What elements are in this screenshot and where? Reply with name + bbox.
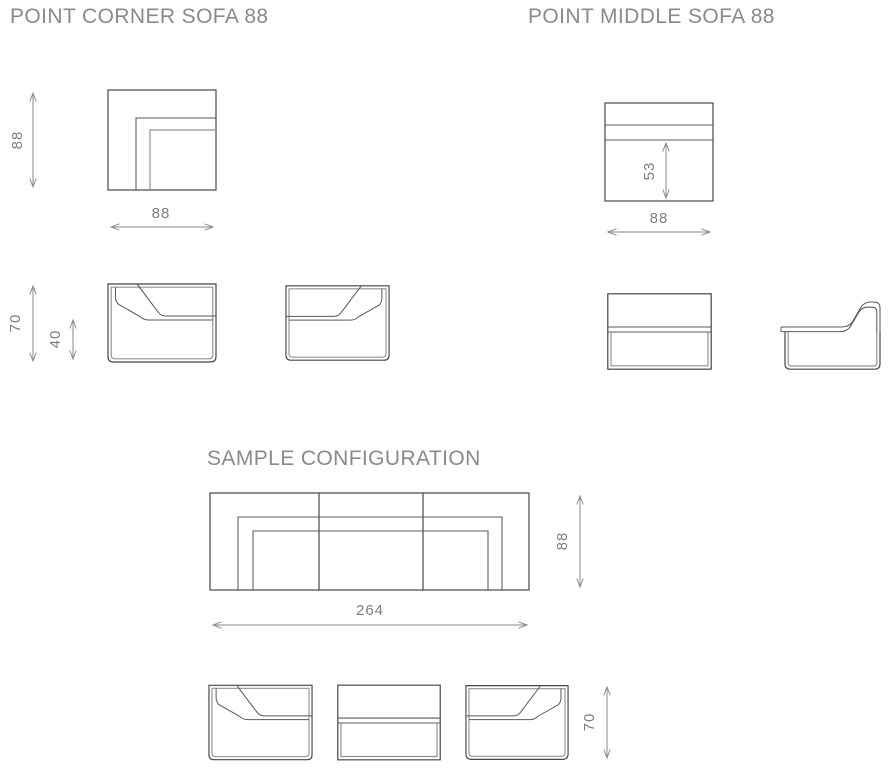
configuration-width-dimension xyxy=(213,602,527,625)
middle-side-view xyxy=(781,302,880,369)
corner-sofa-title: POINT CORNER SOFA 88 xyxy=(10,5,269,28)
corner-top-view xyxy=(0,80,240,250)
middle-top-view-outline xyxy=(605,103,713,201)
dimension-label: 53 xyxy=(641,161,658,181)
corner-depth-dimension xyxy=(9,93,33,187)
corner-seat-height-dimension xyxy=(47,320,73,359)
configuration-side-module-left xyxy=(209,685,312,759)
dimension-label: 88 xyxy=(649,210,669,227)
middle-width-dimension xyxy=(608,210,710,232)
sample-configuration-title: SAMPLE CONFIGURATION xyxy=(207,447,481,470)
dimension-label: 88 xyxy=(151,205,171,222)
corner-side-view-left xyxy=(108,284,216,362)
configuration-depth-dimension xyxy=(554,496,580,587)
middle-sofa-title: POINT MIDDLE SOFA 88 xyxy=(528,5,775,28)
middle-seat-depth-dimension xyxy=(641,143,666,198)
configuration-side-module-right xyxy=(466,686,568,760)
sample-configuration-top-view xyxy=(150,483,750,643)
corner-height-dimension xyxy=(7,286,33,361)
configuration-height-dimension xyxy=(581,687,607,758)
corner-side-view-right xyxy=(286,286,389,360)
dimension-label: 40 xyxy=(47,329,64,349)
corner-width-dimension xyxy=(111,205,213,227)
middle-side-views xyxy=(445,275,890,385)
dimension-label: 88 xyxy=(9,130,26,150)
corner-side-views xyxy=(0,275,445,385)
configuration-side-module-middle xyxy=(338,685,440,760)
sample-configuration-side-views xyxy=(150,655,750,777)
middle-front-view xyxy=(608,294,711,369)
dimension-label: 264 xyxy=(355,602,385,619)
corner-top-view-outline xyxy=(108,90,216,190)
middle-top-view xyxy=(580,80,820,255)
dimension-label: 70 xyxy=(581,712,598,732)
dimension-label: 70 xyxy=(7,313,24,333)
dimension-label: 88 xyxy=(554,531,571,551)
configuration-outline xyxy=(210,493,529,590)
